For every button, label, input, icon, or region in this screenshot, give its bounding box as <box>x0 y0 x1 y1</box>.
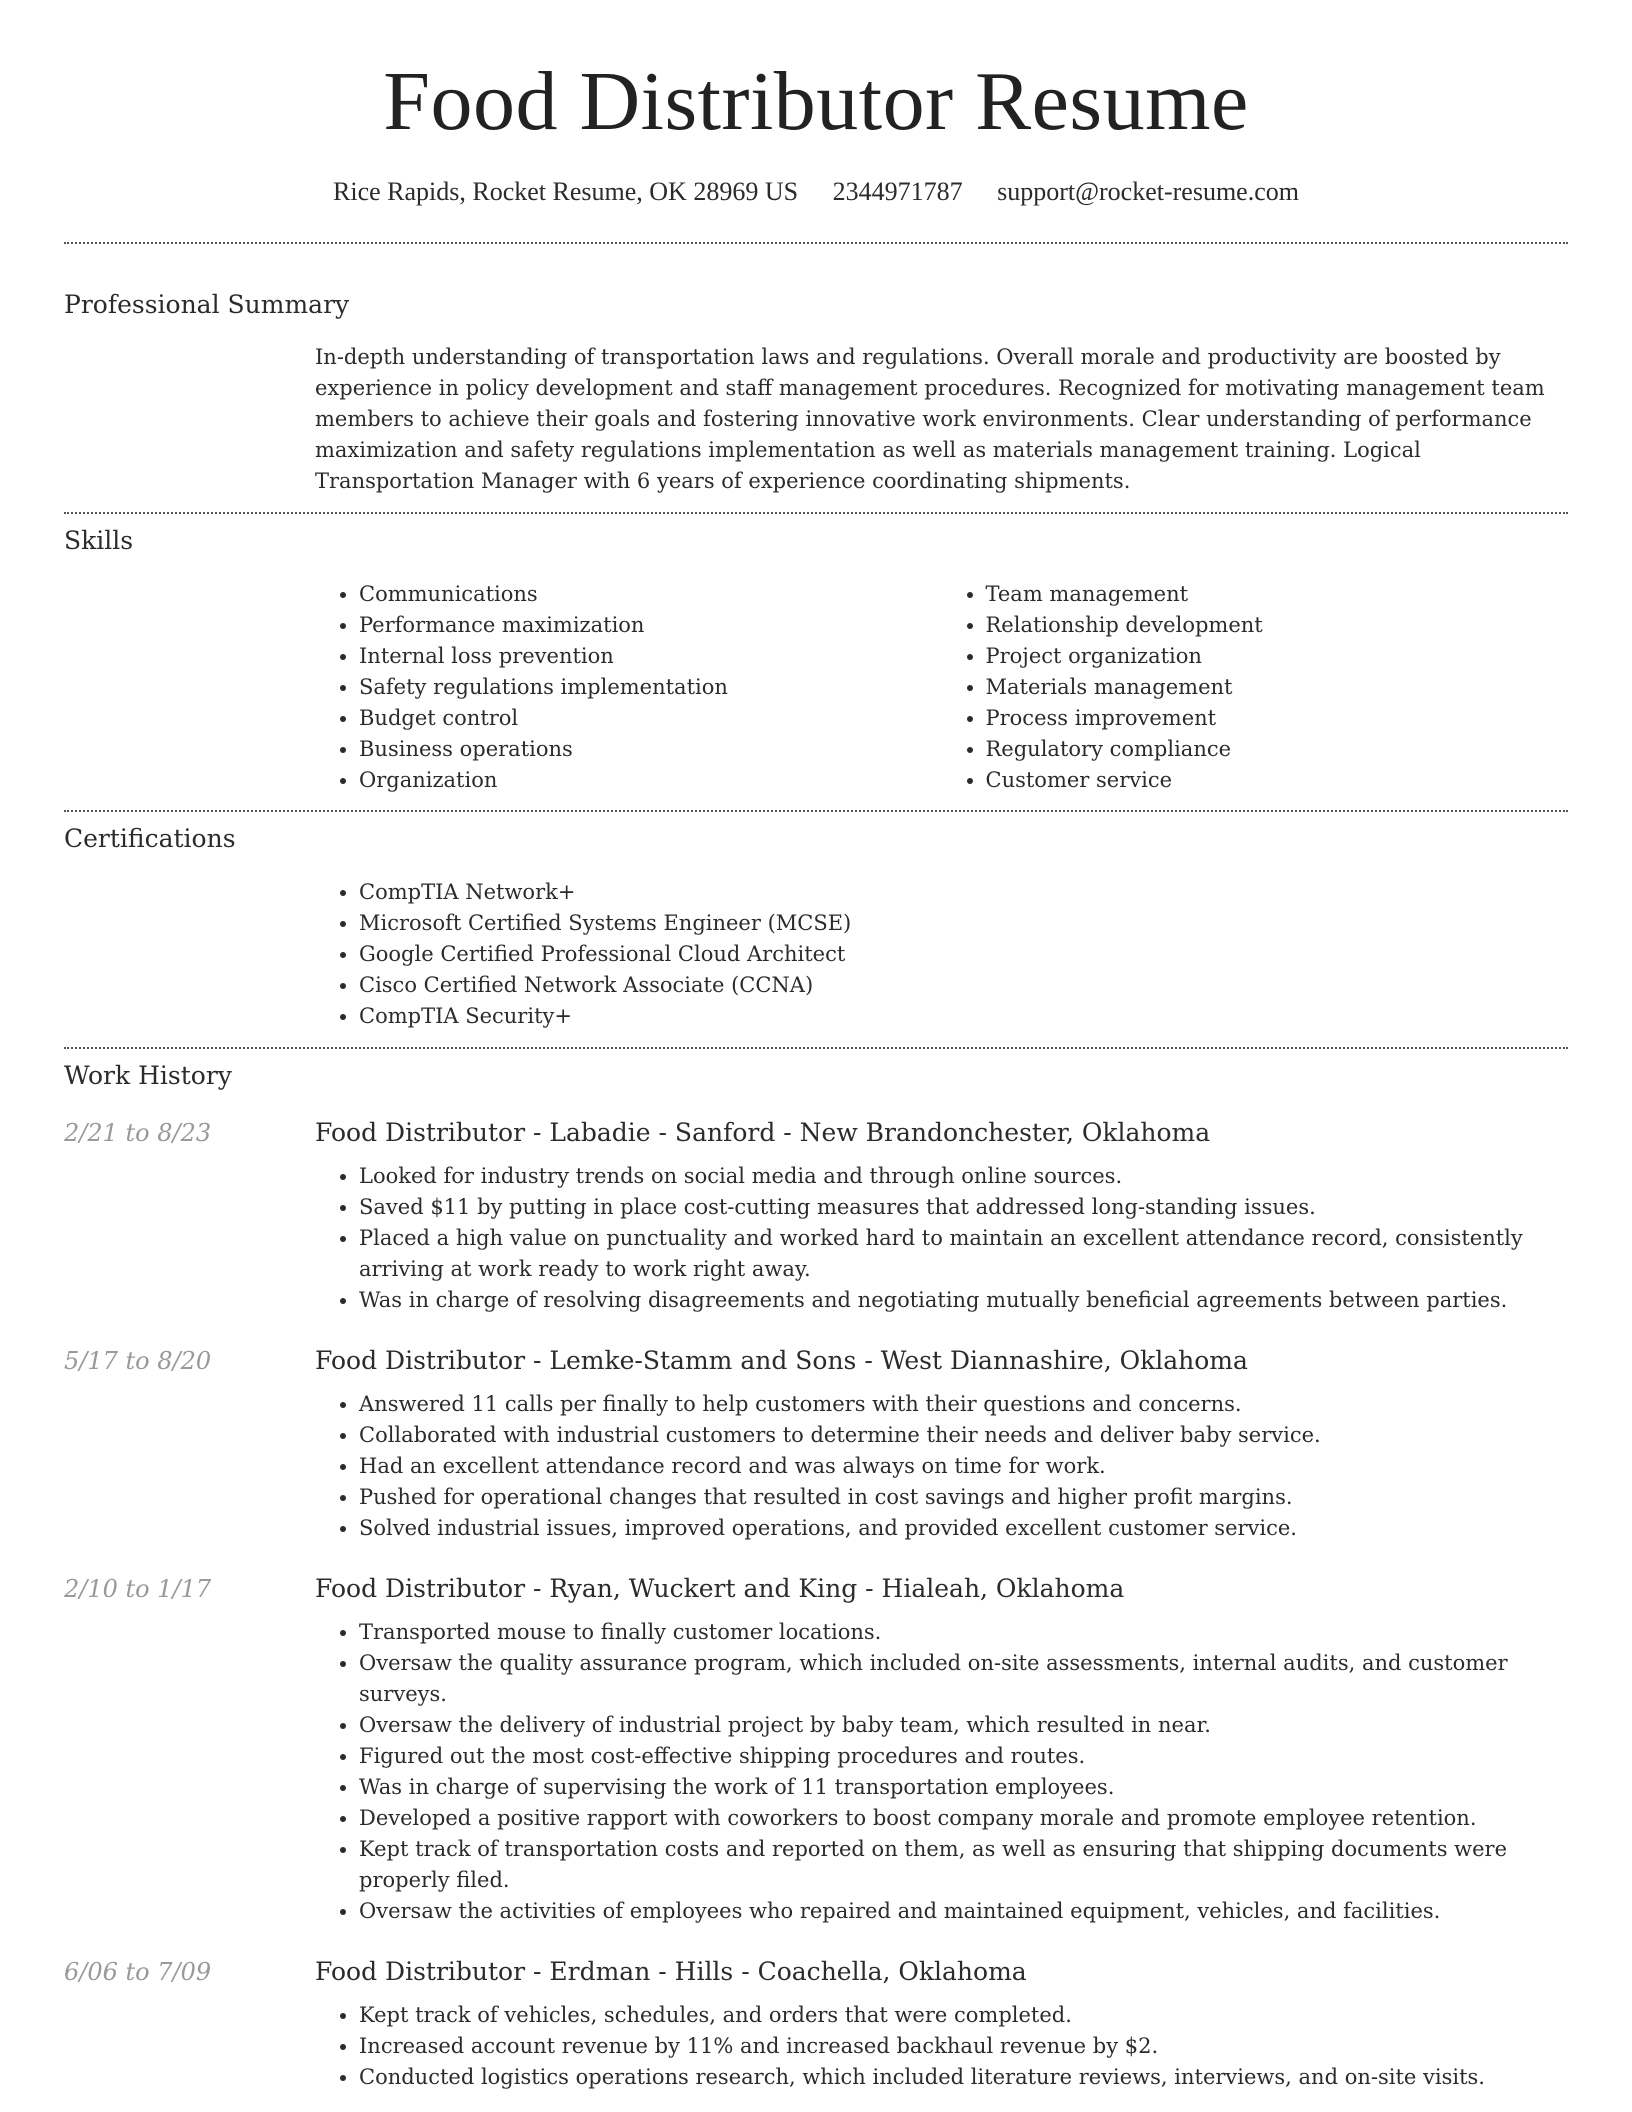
skills-list-left <box>315 579 942 796</box>
job-entry <box>64 1955 1568 2093</box>
skills-columns <box>315 579 1568 796</box>
certifications-body <box>315 877 1568 1032</box>
job-bullet: • Figured out the most cost-effective shipping procedures and routes. <box>359 1741 1568 1772</box>
job-title: Food Distributor - Lemke-Stamm and Sons - West Diannashire, Oklahoma <box>315 1346 1248 1375</box>
skills-list-right <box>942 579 1569 796</box>
job-entry <box>64 1116 1568 1316</box>
skill-item: • Budget control <box>359 703 942 734</box>
certification-item: • Microsoft Certified Systems Engineer (MCSE) <box>359 908 1568 939</box>
job-bullet: • Collaborated with industrial customers to determine their needs and deliver baby service. <box>359 1420 1568 1451</box>
summary-section <box>64 288 1568 497</box>
summary-heading: Professional Summary <box>64 290 350 319</box>
job-bullet: • Was in charge of supervising the work of 11 transportation employees. <box>359 1772 1568 1803</box>
job-bullet: • Conducted logistics operations research, which included literature reviews, interviews, and on-site visits. <box>359 2062 1568 2093</box>
certification-item: • CompTIA Network+ <box>359 877 1568 908</box>
job-bullets <box>315 2000 1568 2093</box>
skill-item: • Safety regulations implementation <box>359 672 942 703</box>
job-bullet: • Had an excellent attendance record and was always on time for work. <box>359 1451 1568 1482</box>
divider <box>64 810 1568 812</box>
job-bullet: • Transported mouse to finally customer locations. <box>359 1617 1568 1648</box>
certifications-heading: Certifications <box>64 824 236 853</box>
resume-page <box>64 0 1568 2093</box>
certifications-section <box>64 822 1568 1032</box>
skills-heading: Skills <box>64 526 134 555</box>
job-title: Food Distributor - Erdman - Hills - Coachella, Oklahoma <box>315 1957 1027 1986</box>
skill-item: • Customer service <box>986 765 1569 796</box>
job-dates: 2/10 to 1/17 <box>64 1575 212 1603</box>
job-bullets <box>315 1161 1568 1316</box>
certifications-list <box>315 877 1568 1032</box>
certification-item: • Google Certified Professional Cloud Architect <box>359 939 1568 970</box>
work-history-section <box>64 1059 1568 2093</box>
job-bullet: • Oversaw the quality assurance program, which included on-site assessments, internal audits, and customer surveys. <box>359 1648 1568 1710</box>
contact-line <box>64 176 1568 208</box>
job-bullet: • Placed a high value on punctuality and worked hard to maintain an excellent attendance record, consistently arriving at work ready to work right away. <box>359 1223 1568 1285</box>
job-entry <box>64 1344 1568 1544</box>
job-bullet: • Oversaw the activities of employees who repaired and maintained equipment, vehicles, and facilities. <box>359 1896 1568 1927</box>
job-bullets <box>315 1617 1568 1927</box>
contact-phone: 2344971787 <box>832 177 963 206</box>
job-dates: 2/21 to 8/23 <box>64 1119 212 1147</box>
skill-item: • Internal loss prevention <box>359 641 942 672</box>
summary-body <box>315 342 1568 497</box>
skill-item: • Performance maximization <box>359 610 942 641</box>
skill-item: • Project organization <box>986 641 1569 672</box>
job-title: Food Distributor - Ryan, Wuckert and King - Hialeah, Oklahoma <box>315 1574 1125 1603</box>
divider <box>64 512 1568 514</box>
job-dates: 5/17 to 8/20 <box>64 1347 212 1375</box>
job-bullet: • Developed a positive rapport with coworkers to boost company morale and promote employee retention. <box>359 1803 1568 1834</box>
certification-item: • CompTIA Security+ <box>359 1001 1568 1032</box>
job-title: Food Distributor - Labadie - Sanford - New Brandonchester, Oklahoma <box>315 1118 1211 1147</box>
job-bullet: • Solved industrial issues, improved operations, and provided excellent customer service. <box>359 1513 1568 1544</box>
contact-email: support@rocket-resume.com <box>997 177 1299 206</box>
summary-text: In-depth understanding of transportation laws and regulations. Overall morale and productivity are boosted by experience in policy development and staff management procedures. Recognized for motivating management team members to achieve their goals and fostering innovative work environments. Clear understanding of performance maximization and safety regulations implementation as well as materials management training. Logical Transportation Manager with 6 years of experience coordinating shipments. <box>315 345 1545 493</box>
job-bullet: • Increased account revenue by 11% and increased backhaul revenue by $2. <box>359 2031 1568 2062</box>
job-bullet: • Looked for industry trends on social media and through online sources. <box>359 1161 1568 1192</box>
page-title: Food Distributor Resume <box>383 55 1249 148</box>
job-bullet: • Saved $11 by putting in place cost-cutting measures that addressed long-standing issues. <box>359 1192 1568 1223</box>
skill-item: • Communications <box>359 579 942 610</box>
skill-item: • Business operations <box>359 734 942 765</box>
skill-item: • Process improvement <box>986 703 1569 734</box>
job-bullet: • Kept track of transportation costs and reported on them, as well as ensuring that shipping documents were properly filed. <box>359 1834 1568 1896</box>
job-bullet: • Kept track of vehicles, schedules, and orders that were completed. <box>359 2000 1568 2031</box>
divider <box>64 242 1568 244</box>
skill-item: • Materials management <box>986 672 1569 703</box>
work-history-heading: Work History <box>64 1061 232 1090</box>
contact-address: Rice Rapids, Rocket Resume, OK 28969 US <box>333 177 799 206</box>
skill-item: • Organization <box>359 765 942 796</box>
skill-item: • Relationship development <box>986 610 1569 641</box>
job-bullet: • Was in charge of resolving disagreements and negotiating mutually beneficial agreements between parties. <box>359 1285 1568 1316</box>
job-entry <box>64 1572 1568 1927</box>
job-dates: 6/06 to 7/09 <box>64 1958 212 1986</box>
skill-item: • Regulatory compliance <box>986 734 1569 765</box>
skills-section <box>64 524 1568 796</box>
job-bullet: • Oversaw the delivery of industrial project by baby team, which resulted in near. <box>359 1710 1568 1741</box>
skill-item: • Team management <box>986 579 1569 610</box>
divider <box>64 1047 1568 1049</box>
job-bullets <box>315 1389 1568 1544</box>
job-bullet: • Pushed for operational changes that resulted in cost savings and higher profit margins. <box>359 1482 1568 1513</box>
certification-item: • Cisco Certified Network Associate (CCNA) <box>359 970 1568 1001</box>
job-bullet: • Answered 11 calls per finally to help customers with their questions and concerns. <box>359 1389 1568 1420</box>
